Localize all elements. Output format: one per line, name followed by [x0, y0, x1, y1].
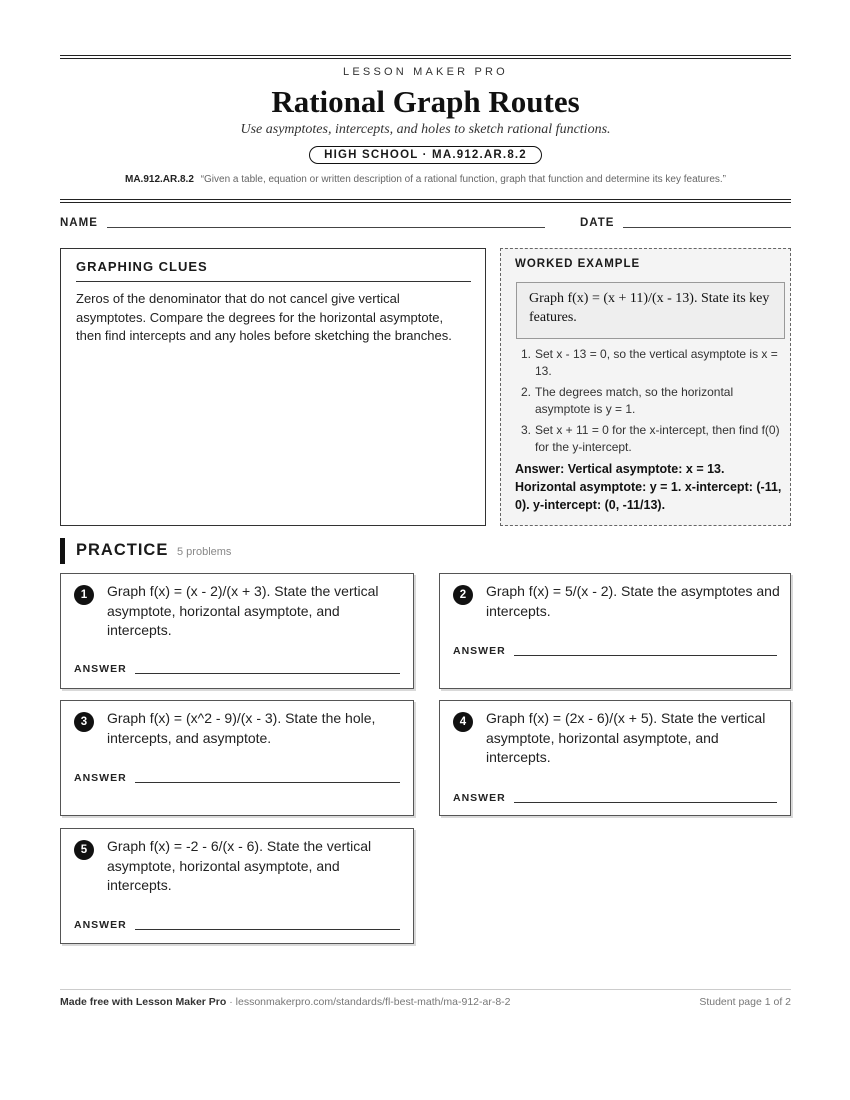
answer-line-5[interactable]: [135, 929, 400, 930]
answer-label: ANSWER: [74, 663, 127, 675]
date-field[interactable]: [623, 227, 791, 228]
footer-rule: [60, 989, 791, 990]
problem-text: Graph f(x) = (2x - 6)/(x + 5). State the vertical asymptote, horizontal asymptote, and intercepts.: [486, 710, 766, 765]
problem-number-badge: 5: [74, 840, 94, 860]
graphing-clues-box: [60, 248, 486, 526]
date-label: DATE: [580, 217, 615, 229]
problem-card-1: [60, 573, 414, 689]
worked-example-answer: Answer: Vertical asymptote: x = 13. Horizontal asymptote: y = 1. x-intercept: (-11, 0). y-intercept: (0, -11/13).: [515, 462, 782, 512]
problem-card-4: [439, 700, 791, 816]
name-label: NAME: [60, 217, 98, 229]
header-top-rule: [60, 55, 791, 56]
problem-text: Graph f(x) = 5/(x - 2). State the asymptotes and intercepts.: [486, 583, 780, 619]
answer-label: ANSWER: [74, 772, 127, 784]
standard-code: MA.912.AR.8.2: [124, 174, 194, 185]
header-bottom-rule-2: [60, 202, 791, 203]
worked-example-steps: [515, 346, 781, 460]
footer-url[interactable]: · lessonmakerpro.com/standards/fl-best-math/ma-912-ar-8-2: [226, 996, 511, 1008]
practice-accent-bar: [60, 538, 65, 564]
name-field[interactable]: [107, 227, 545, 228]
footer-made-with: Made free with Lesson Maker Pro: [60, 996, 227, 1008]
problem-text: Graph f(x) = (x - 2)/(x + 3). State the vertical asymptote, horizontal asymptote, and intercepts.: [107, 583, 379, 638]
worked-example-box: [500, 248, 791, 526]
header-top-rule-2: [60, 58, 791, 59]
answer-label: ANSWER: [453, 645, 506, 657]
graphing-clues-text: Zeros of the denominator that do not cancel give vertical asymptotes. Compare the degrees for the horizontal asymptote, then find intercepts and any holes before sketching the branches.: [76, 291, 452, 343]
graphing-clues-heading: GRAPHING CLUES: [76, 259, 471, 282]
header-bottom-rule: [60, 199, 791, 200]
problem-number-badge: 4: [453, 712, 473, 732]
page-subtitle: Use asymptotes, intercepts, and holes to sketch rational functions.: [240, 122, 611, 137]
answer-label: ANSWER: [453, 792, 506, 804]
grade-standard-badge: HIGH SCHOOL · MA.912.AR.8.2: [309, 146, 542, 164]
problem-card-5: [60, 828, 414, 944]
worked-example-heading: WORKED EXAMPLE: [515, 258, 641, 270]
worked-example-problem: Graph f(x) = (x + 11)/(x - 13). State its key features.: [516, 282, 785, 339]
standard-description: [60, 174, 791, 185]
worked-step: 3. Set x + 11 = 0 for the x-intercept, then find f(0) for the y-intercept.: [521, 423, 780, 454]
problem-number-badge: 3: [74, 712, 94, 732]
worked-step: 1. Set x - 13 = 0, so the vertical asymptote is x = 13.: [521, 347, 778, 378]
problem-card-2: [439, 573, 791, 689]
answer-line-1[interactable]: [135, 673, 400, 674]
answer-line-3[interactable]: [135, 782, 400, 783]
answer-line-4[interactable]: [514, 802, 777, 803]
problem-text: Graph f(x) = -2 - 6/(x - 6). State the vertical asymptote, horizontal asymptote, and intercepts.: [107, 838, 372, 893]
standard-text: “Given a table, equation or written description of a rational function, graph that function and determine its key features.”: [200, 174, 726, 185]
practice-count: 5 problems: [177, 546, 232, 558]
problem-text: Graph f(x) = (x^2 - 9)/(x - 3). State the hole, intercepts, and asymptote.: [107, 710, 376, 746]
footer-page-number: Student page 1 of 2: [699, 996, 791, 1008]
grade-standard-badge-wrap: [60, 145, 791, 164]
worksheet-page: [60, 0, 791, 1100]
answer-label: ANSWER: [74, 919, 127, 931]
brand-name: LESSON MAKER PRO: [343, 66, 508, 78]
answer-line-2[interactable]: [514, 655, 777, 656]
worked-step: 2. The degrees match, so the horizontal asymptote is y = 1.: [521, 385, 734, 416]
footer-credit: [60, 996, 511, 1008]
problem-card-3: [60, 700, 414, 816]
page-title: Rational Graph Routes: [271, 84, 580, 119]
practice-heading: PRACTICE: [76, 541, 169, 559]
problem-number-badge: 2: [453, 585, 473, 605]
problem-number-badge: 1: [74, 585, 94, 605]
